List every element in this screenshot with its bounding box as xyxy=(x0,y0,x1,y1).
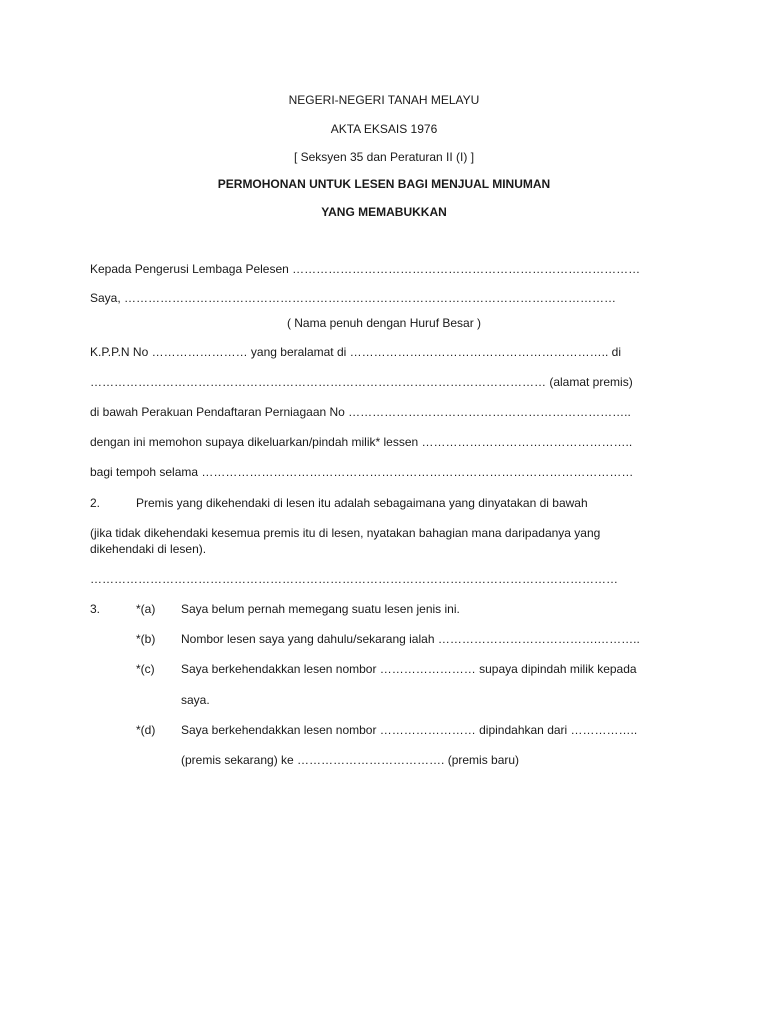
header-state: NEGERI-NEGERI TANAH MELAYU xyxy=(288,93,480,107)
addressee-line: Kepada Pengerusi Lembaga Pelesen …………………………………………………………………………… xyxy=(90,262,641,276)
item-a-text: Saya belum pernah memegang suatu lesen jenis ini. xyxy=(181,602,460,616)
item-d-text: Saya berkehendakkan lesen nombor …………………… dipindahkan dari …………….. xyxy=(181,723,638,737)
item-a-label: *(a) xyxy=(136,602,156,616)
item-c-label: *(c) xyxy=(136,662,155,676)
item-b-text: Nombor lesen saya yang dahulu/sekarang ialah ………………………………….……….. xyxy=(181,632,640,646)
premise-address-line: …………………………………………………………………………………………………… (alamat premis) xyxy=(90,375,633,389)
item-d-label: *(d) xyxy=(136,723,156,737)
item-d-continuation: (premis sekarang) ke ………………………………. (premis baru) xyxy=(181,753,520,767)
form-title-line2: YANG MEMABUKKAN xyxy=(321,205,447,219)
section2-number: 2. xyxy=(90,496,101,510)
section2-note-line2: dikehendaki di lesen). xyxy=(90,542,207,556)
section2-note-line1: (jika tidak dikehendaki kesemua premis itu di lesen, nyatakan bahagian mana daripadanya yang xyxy=(90,526,601,540)
item-c-text: Saya berkehendakkan lesen nombor …………………… supaya dipindah milik kepada xyxy=(181,662,637,676)
name-note: ( Nama penuh dengan Huruf Besar ) xyxy=(286,316,482,330)
applicant-name-line: Saya, …………………………………………………………………………………………………………… xyxy=(90,291,617,305)
item-b-label: *(b) xyxy=(136,632,156,646)
section2-text: Premis yang dikehendaki di lesen itu adalah sebagaimana yang dinyatakan di bawah xyxy=(136,496,588,510)
header-act: AKTA EKSAIS 1976 xyxy=(330,122,438,136)
registration-line: di bawah Perakuan Pendaftaran Perniagaan No …………………………………………………………….. xyxy=(90,405,631,419)
item-c-continuation: saya. xyxy=(181,693,210,707)
application-line: dengan ini memohon supaya dikeluarkan/pindah milik* lessen …………………………………………….. xyxy=(90,435,633,449)
header-section: [ Seksyen 35 dan Peraturan II (I) ] xyxy=(293,150,475,164)
form-title-line1: PERMOHONAN UNTUK LESEN BAGI MENJUAL MINUMAN xyxy=(217,177,551,191)
section2-dotted-line: …………………………………………………………………………………………………………………… xyxy=(90,572,618,586)
kppn-line: K.P.P.N No …………………… yang beralamat di ……………………………………………………….. di xyxy=(90,345,621,359)
period-line: bagi tempoh selama ……………………………………………………………………………………………… xyxy=(90,465,634,479)
section3-number: 3. xyxy=(90,602,101,616)
